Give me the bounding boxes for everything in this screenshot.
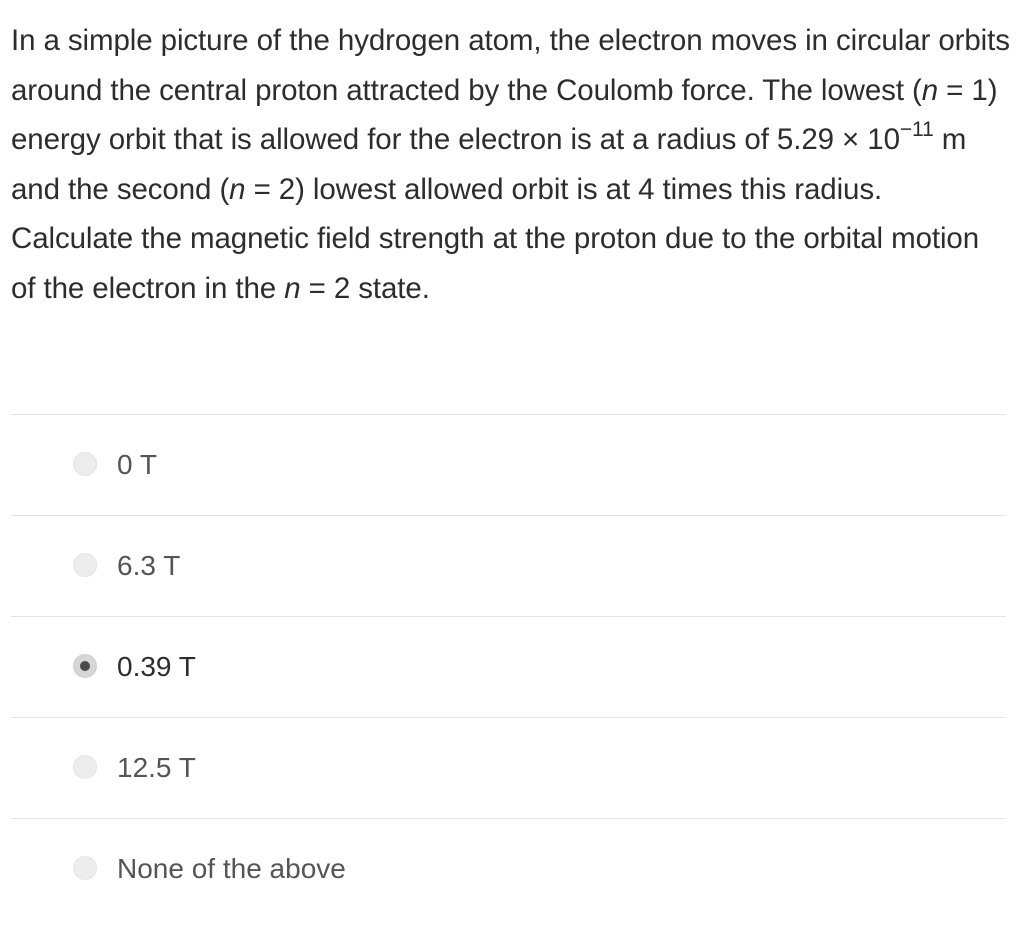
answer-option-label: 12.5 T	[117, 752, 196, 783]
answer-option[interactable]	[11, 515, 1006, 616]
exponent: −11	[899, 118, 934, 142]
variable-n: n	[921, 73, 939, 107]
question-text	[11, 16, 1011, 313]
answer-option[interactable]	[11, 616, 1006, 717]
answer-option[interactable]	[11, 717, 1006, 818]
question-text-part: = 2) lowest allowed orbit is at 4 times this radius. Calculate the magnetic field strength at the proton due to the orbital motion of the electron in the	[11, 172, 980, 305]
radio-button[interactable]	[73, 755, 97, 779]
answer-option-label: 0 T	[117, 449, 157, 480]
answer-option-label: 6.3 T	[117, 550, 181, 581]
radio-button[interactable]	[73, 553, 97, 577]
variable-n: n	[284, 271, 301, 305]
question-text-part: m and the second (	[11, 123, 967, 206]
answer-option[interactable]	[11, 818, 1006, 919]
answer-option-label: None of the above	[117, 853, 346, 884]
answer-option[interactable]	[11, 414, 1006, 515]
answer-option-label: 0.39 T	[117, 651, 196, 682]
question-text-part: In a simple picture of the hydrogen atom, the electron moves in circular orbits around the central proton attracted by the Coulomb force. The lowest (	[11, 24, 1010, 107]
radio-button[interactable]	[73, 452, 97, 476]
answer-options	[11, 414, 1006, 919]
radio-button[interactable]	[73, 856, 97, 880]
variable-n: n	[229, 172, 246, 206]
question-text-part: = 1) energy orbit that is allowed for the electron is at a radius of 5.29 × 10	[11, 73, 998, 156]
radio-button-selected[interactable]	[73, 654, 97, 678]
question-text-part: = 2 state.	[300, 271, 430, 305]
